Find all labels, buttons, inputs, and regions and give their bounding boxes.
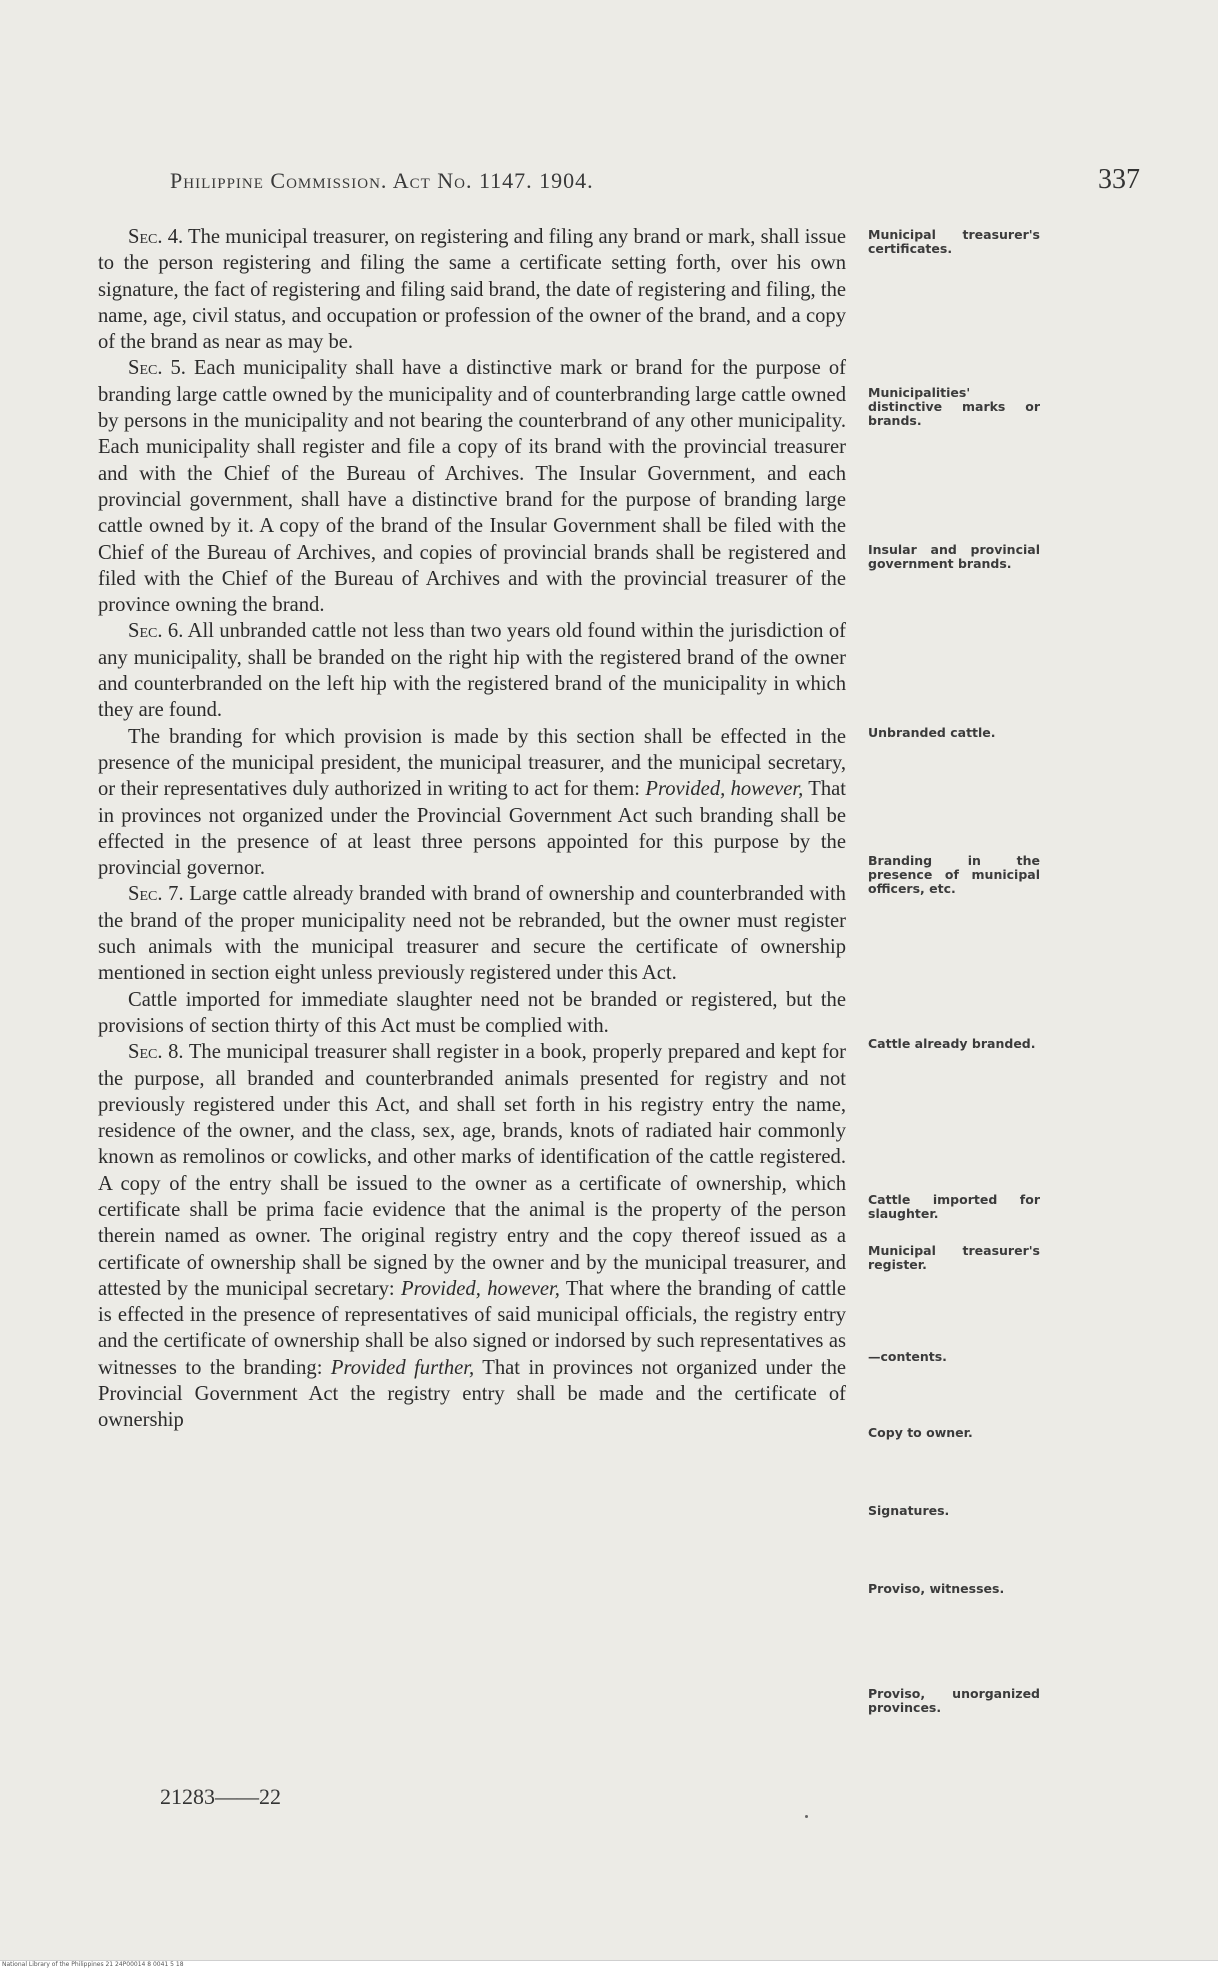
paragraph-text: The municipal treasurer shall register in a book, properly prepared and kept for the purpose, all branded and counterbranded animals presented for registry and not previously registered under this Act, and shall set forth in his registry entry the name, residence of the owner, and the class, sex, age, brands, knots of radiated hair commonly known as remolinos or cowlicks, and other marks of identification of the cattle registered. A copy of the entry shall be issued to the owner as a certificate of ownership, which certificate shall be prima facie evidence that the animal is the property of the person therein named as owner. The original registry entry and the copy thereof issued as a certificate of ownership shall be signed by the owner and by the municipal treasurer, and attested by the municipal secretary: xyxy=(98,1041,846,1300)
margin-note: Municipalities' distinctive marks or brands. xyxy=(868,385,1040,428)
margin-note: Proviso, witnesses. xyxy=(868,1581,1005,1596)
margin-note: Municipal treasurer's certificates. xyxy=(868,227,1040,256)
ink-speck xyxy=(805,1815,808,1818)
paragraph-text: That in provinces not organized under the Provincial Government Act the registry entry shall be made and the certificate of ownership xyxy=(98,1356,847,1432)
paragraph-text: That in provinces not organized under the Provincial Government Act such branding shall be effected in the presence of at least three persons appointed for this purpose by the provincial governor. xyxy=(98,778,846,880)
page-number: 337 xyxy=(1098,164,1140,195)
paragraph-sec-7 xyxy=(98,881,846,986)
margin-note: Cattle imported for slaughter. xyxy=(868,1192,1040,1221)
margin-note: Insular and provincial government brands. xyxy=(868,542,1040,571)
paragraph-sec-4 xyxy=(98,224,846,355)
margin-note: Municipal treasurer's register. xyxy=(868,1243,1040,1272)
header-title: Philippine Commission. Act No. 1147. 1904. xyxy=(170,168,594,193)
paragraph-text: Each municipality shall have a distinctive mark or brand for the purpose of branding large cattle owned by the municipality and of counterbranding large cattle owned by persons in the municipality and not bearing the counterbrand of any other municipality. Each municipality shall register and file a copy of its brand with the provincial treasurer and with the Chief of the Bureau of Archives. The Insular Government, and each provincial government, shall have a distinctive brand for the purpose of branding large cattle owned by it. A copy of the brand of the Insular Government shall be filed with the Chief of the Bureau of Archives, and copies of provincial brands shall be registered and filed with the Chief of the Bureau of Archives and with the provincial treasurer of the province owning the brand. xyxy=(98,357,846,617)
margin-note: Copy to owner. xyxy=(868,1425,973,1440)
paragraph-sec-5 xyxy=(98,355,846,618)
running-header xyxy=(170,164,1140,198)
proviso-italic: Provided, however, xyxy=(645,778,804,801)
paragraph-text: All unbranded cattle not less than two years old found within the jurisdiction of any municipality, shall be branded on the right hip with the registered brand of the owner and counterbranded on the left hip with the registered brand of the municipality in which they are found. xyxy=(98,620,846,722)
section-label: Sec. 8. xyxy=(128,1041,184,1064)
library-watermark: National Library of the Philippines 21 24P00014 8 0041 5 18 xyxy=(2,1961,184,1968)
margin-note: Signatures. xyxy=(868,1503,950,1518)
margin-note: Cattle already branded. xyxy=(868,1036,1036,1051)
paragraph-branding xyxy=(98,724,846,882)
section-label: Sec. 7. xyxy=(128,883,184,906)
section-label: Sec. 6. xyxy=(128,620,184,643)
proviso-italic: Provided further, xyxy=(330,1356,475,1379)
margin-note: Branding in the presence of municipal officers, etc. xyxy=(868,853,1040,896)
paragraph-text: That where the branding of cattle is effected in the presence of representatives of said municipal officials, the registry entry and the certificate of ownership shall be also signed or indorsed by such representatives as witnesses to the branding: xyxy=(98,1277,847,1379)
signature-mark: 21283——22 xyxy=(160,1784,281,1809)
margin-note: Unbranded cattle. xyxy=(868,725,996,740)
paragraph-text: The municipal treasurer, on registering and filing any brand or mark, shall issue to the person registering and filing the same a certificate setting forth, over his own signature, the fact of registering and filing said brand, the date of registering and filing, the name, age, civil status, and occupation or profession of the owner of the brand, and a copy of the brand as near as may be. xyxy=(98,226,847,354)
paragraph-text: The branding for which provision is made by this section shall be effected in the presence of the municipal president, the municipal treasurer, and the municipal secretary, or their representatives duly authorized in writing to act for them: xyxy=(98,725,846,801)
margin-note: —contents. xyxy=(868,1349,947,1364)
paragraph-imported xyxy=(98,987,846,1040)
proviso-italic: Provided, however, xyxy=(400,1277,560,1300)
section-label: Sec. 4. xyxy=(128,226,184,248)
margin-note: Proviso, unorganized provinces. xyxy=(868,1686,1040,1715)
paragraph-text: Large cattle already branded with brand of ownership and counterbranded with the brand of the proper municipality need not be rebranded, but the owner must register such animals with the municipal treasurer and secure the certificate of ownership mentioned in section eight unless previously registered under this Act. xyxy=(98,883,846,985)
paragraph-text: Cattle imported for immediate slaughter need not be branded or registered, but the provisions of section thirty of this Act must be complied with. xyxy=(98,988,846,1037)
section-label: Sec. 5. xyxy=(128,357,186,380)
paragraph-sec-6 xyxy=(98,618,846,723)
body-text xyxy=(98,224,846,1434)
paragraph-sec-8 xyxy=(98,1039,846,1433)
